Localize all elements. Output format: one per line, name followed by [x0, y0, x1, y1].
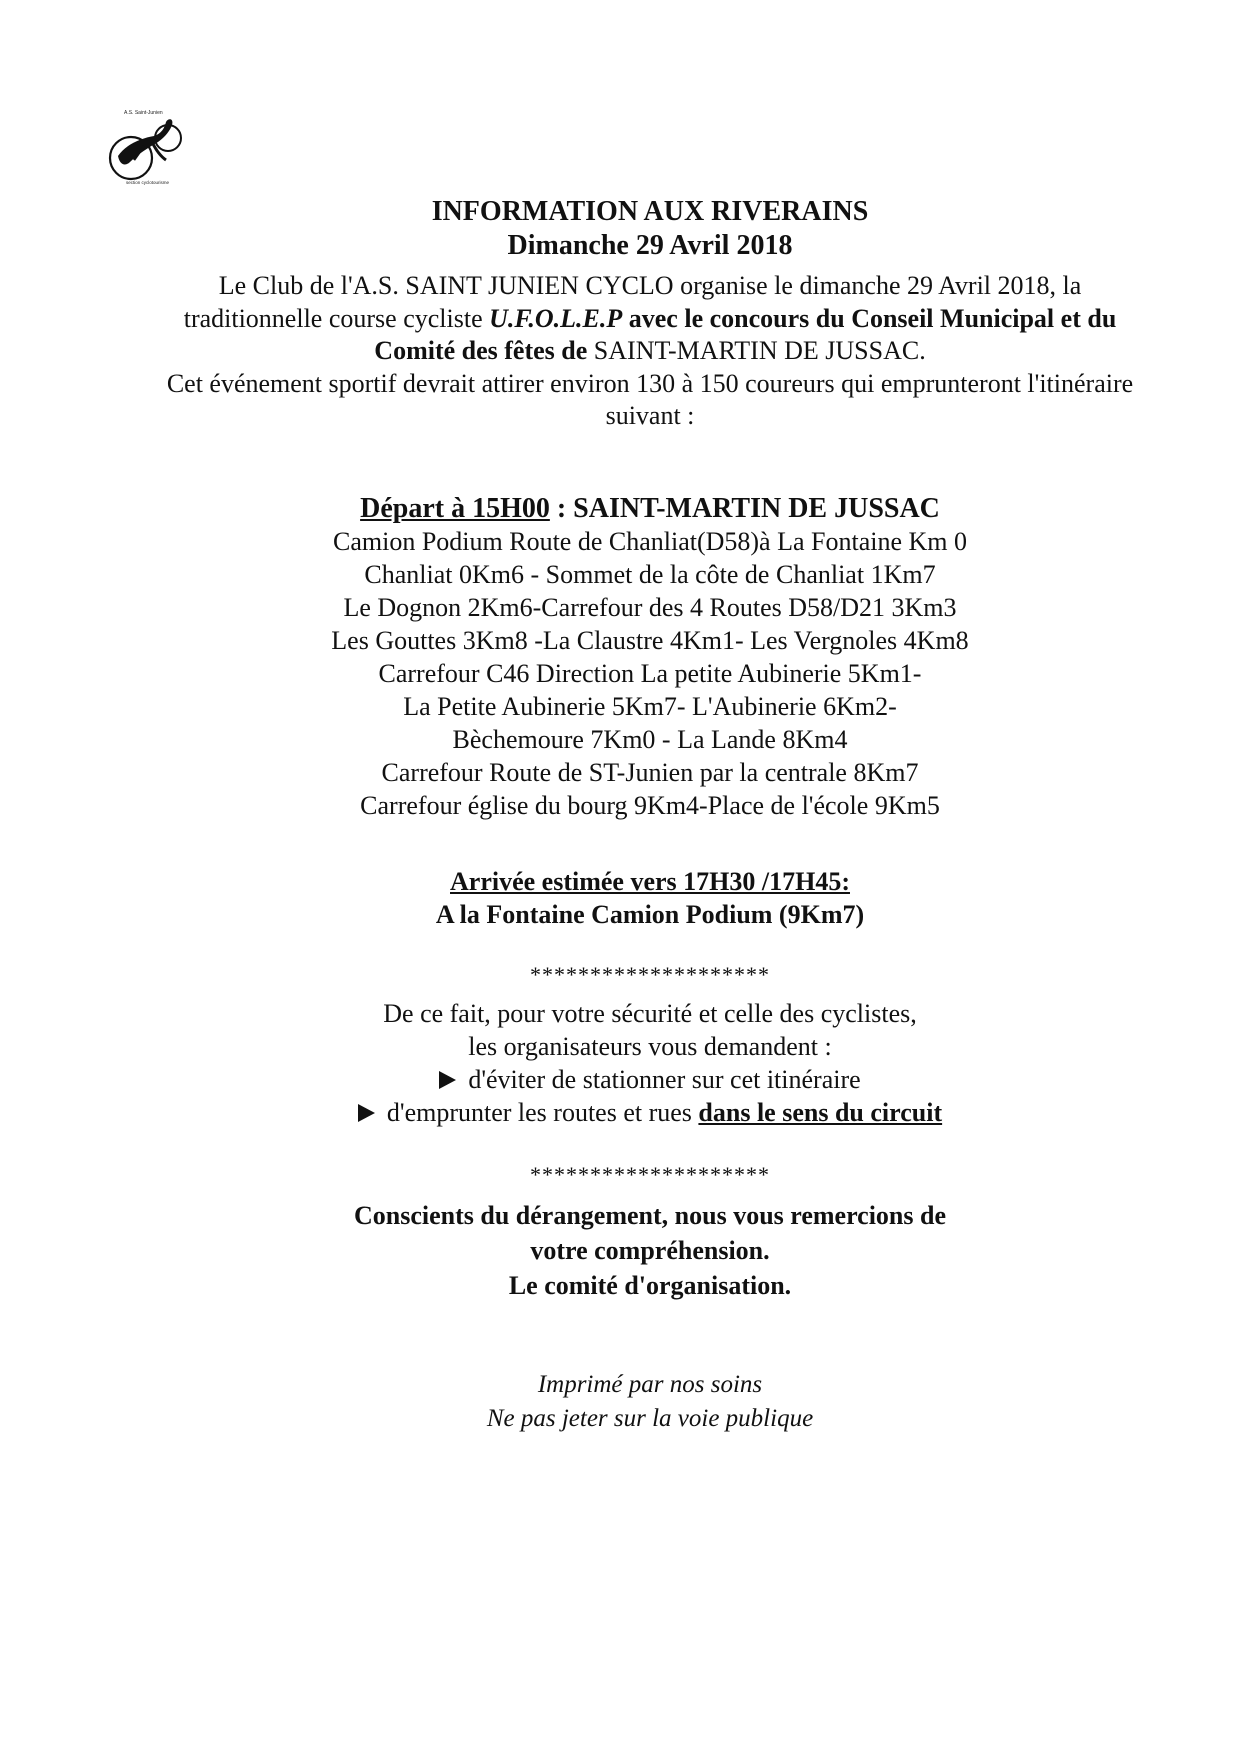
intro-line-5: suivant : — [605, 401, 695, 430]
footer-line-2: Ne pas jeter sur la voie publique — [486, 1405, 814, 1432]
depart-label: Départ à 15H00 — [360, 493, 550, 524]
header-block — [110, 195, 1190, 263]
logo-top-text: A.S. Saint-Junien — [124, 110, 163, 116]
route-block — [110, 492, 1190, 822]
intro-line-4: Cet événement sportif devrait attirer environ 130 à 150 coureurs qui emprunteront l'itinéraire — [166, 368, 1134, 398]
route-step: Carrefour C46 Direction La petite Aubinerie 5Km1- — [378, 659, 922, 688]
intro-line-1: Le Club de l'A.S. SAINT JUNIEN CYCLO organise le dimanche 29 Avril 2018, la — [218, 271, 1082, 300]
notice-block — [110, 997, 1190, 1129]
closing-line-2: votre compréhension. — [530, 1236, 770, 1265]
intro-line-2-end: avec le concours du Conseil Municipal et du — [622, 303, 1117, 333]
ufolep-label: U.F.O.L.E.P — [489, 303, 623, 333]
logo-bottom-text: section cyclotourisme — [126, 180, 170, 185]
cyclist-logo-icon — [108, 116, 198, 186]
separator-1: ******************** — [530, 962, 770, 987]
footer-line-1: Imprimé par nos soins — [537, 1371, 763, 1398]
route-step: Chanliat 0Km6 - Sommet de la côte de Chanliat 1Km7 — [364, 560, 936, 589]
route-step: Bèchemoure 7Km0 - La Lande 8Km4 — [452, 725, 848, 754]
route-step: Carrefour Route de ST-Junien par la centrale 8Km7 — [381, 758, 919, 787]
closing-line-3: Le comité d'organisation. — [508, 1271, 792, 1300]
separator-2: ******************** — [530, 1162, 770, 1187]
closing-block — [110, 1198, 1190, 1303]
arrival-block — [110, 865, 1190, 931]
club-logo — [108, 110, 198, 198]
page-title: INFORMATION AUX RIVERAINS — [431, 196, 869, 227]
intro-line-3-rest: SAINT-MARTIN DE JUSSAC. — [587, 336, 926, 365]
triangle-bullet-icon — [358, 1104, 375, 1122]
route-step: Camion Podium Route de Chanliat(D58)à La Fontaine Km 0 — [332, 527, 968, 556]
intro-paragraph — [110, 270, 1190, 433]
route-step: Carrefour église du bourg 9Km4-Place de l'école 9Km5 — [360, 791, 940, 820]
triangle-bullet-icon — [439, 1071, 456, 1089]
notice-line-2: les organisateurs vous demandent : — [468, 1032, 832, 1061]
closing-line-1: Conscients du dérangement, nous vous remercions de — [353, 1201, 946, 1230]
notice-bullet-2-text: d'emprunter les routes et rues — [386, 1098, 699, 1127]
depart-place: : SAINT-MARTIN DE JUSSAC — [549, 493, 940, 524]
notice-line-1: De ce fait, pour votre sécurité et celle des cyclistes, — [383, 999, 917, 1028]
route-step: Les Gouttes 3Km8 -La Claustre 4Km1- Les Vergnoles 4Km8 — [331, 626, 969, 655]
intro-line-2 — [110, 303, 1190, 336]
route-step: Le Dognon 2Km6-Carrefour des 4 Routes D58/D21 3Km3 — [343, 593, 957, 622]
route-heading — [110, 492, 1190, 525]
notice-bullet-2-emphasis: dans le sens du circuit — [698, 1098, 943, 1127]
intro-line-3 — [110, 335, 1190, 368]
route-step: La Petite Aubinerie 5Km7- L'Aubinerie 6Km2- — [403, 692, 897, 721]
notice-bullet-1-text: d'éviter de stationner sur cet itinéraire — [468, 1065, 861, 1094]
notice-bullet-1 — [110, 1063, 1190, 1096]
intro-line-2-start: traditionnelle course cycliste — [183, 303, 490, 333]
arrival-place: A la Fontaine Camion Podium (9Km7) — [435, 900, 865, 929]
footer-block — [110, 1368, 1190, 1436]
event-date: Dimanche 29 Avril 2018 — [507, 230, 793, 261]
intro-line-3-bold: Comité des fêtes de — [374, 336, 588, 365]
notice-bullet-2 — [110, 1096, 1190, 1129]
arrival-label: Arrivée estimée vers 17H30 /17H45: — [450, 867, 850, 896]
